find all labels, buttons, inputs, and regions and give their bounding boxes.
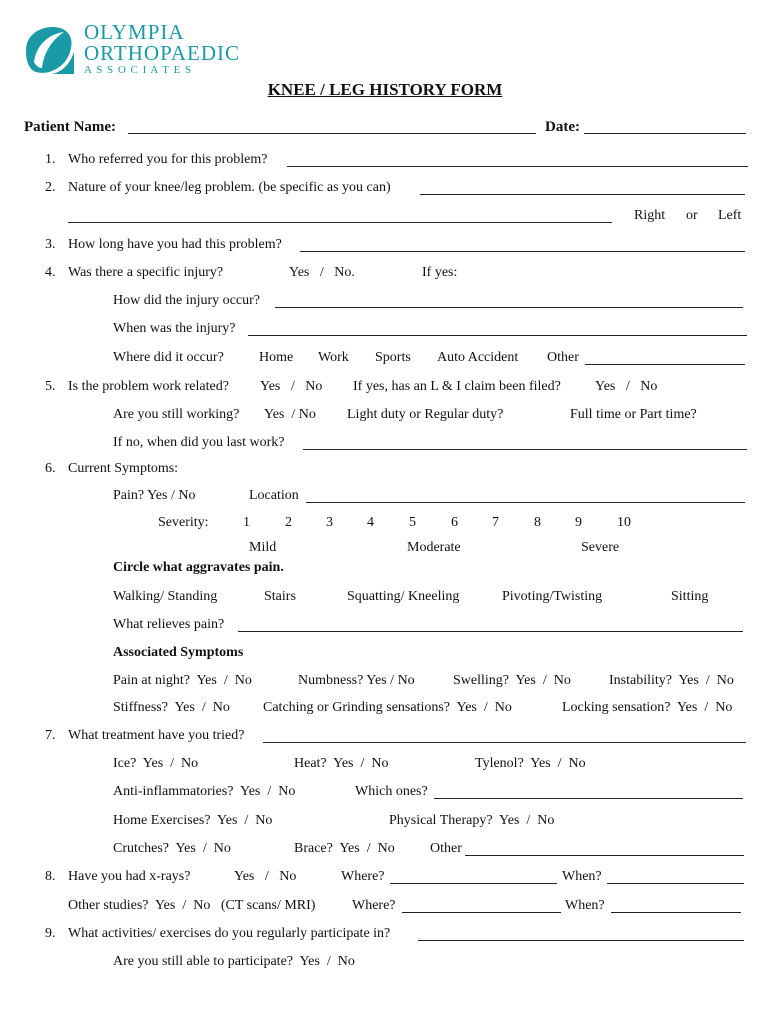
relieves-label: What relieves pain? <box>113 617 225 632</box>
severity-1[interactable]: 1 <box>243 515 250 530</box>
q9-text: What activities/ exercises do you regularly participate in? <box>68 926 391 941</box>
q6-text: Current Symptoms: <box>68 461 179 476</box>
associated-symptoms-heading: Associated Symptoms <box>113 645 244 660</box>
severity-mild: Mild <box>249 540 277 555</box>
logo-mark-icon <box>22 22 76 78</box>
q9-number: 9. <box>45 926 56 941</box>
severity-7[interactable]: 7 <box>492 515 499 530</box>
q4-how-field[interactable] <box>275 307 743 308</box>
treatment-anti-inflammatories[interactable]: Anti-inflammatories? Yes / No <box>113 784 296 799</box>
q7-number: 7. <box>45 728 56 743</box>
other-studies-where-label: Where? <box>352 898 396 913</box>
q4-yes-no[interactable]: Yes / No. <box>289 265 355 280</box>
form-title: KNEE / LEG HISTORY FORM <box>267 80 503 99</box>
still-participate[interactable]: Are you still able to participate? Yes / No <box>113 954 355 969</box>
q2-or: or <box>686 208 698 223</box>
q4-option-other[interactable]: Other <box>547 350 579 365</box>
treatment-ice[interactable]: Ice? Yes / No <box>113 756 199 771</box>
q2-right-option[interactable]: Right <box>634 208 666 223</box>
q9-field[interactable] <box>418 940 744 941</box>
q4-where-label: Where did it occur? <box>113 350 224 365</box>
q5-working-yes-no[interactable]: Yes / No <box>264 407 316 422</box>
q4-option-auto[interactable]: Auto Accident <box>437 350 519 365</box>
q8-text: Have you had x-rays? <box>68 869 191 884</box>
date-field[interactable] <box>584 133 746 134</box>
stiffness[interactable]: Stiffness? Yes / No <box>113 700 230 715</box>
patient-name-label: Patient Name: <box>24 119 117 135</box>
q4-when-field[interactable] <box>248 335 747 336</box>
aggravate-squatting[interactable]: Squatting/ Kneeling <box>347 589 460 604</box>
q6-severity-label: Severity: <box>158 515 209 530</box>
q5-duty-option[interactable]: Light duty or Regular duty? <box>347 407 504 422</box>
severity-4[interactable]: 4 <box>367 515 374 530</box>
q2-number: 2. <box>45 180 56 195</box>
severity-8[interactable]: 8 <box>534 515 541 530</box>
q5-number: 5. <box>45 379 56 394</box>
aggravate-sitting[interactable]: Sitting <box>671 589 709 604</box>
q4-other-field[interactable] <box>585 364 745 365</box>
q5-text: Is the problem work related? <box>68 379 229 394</box>
q5-claim-yes-no[interactable]: Yes / No <box>595 379 658 394</box>
which-ones-field[interactable] <box>434 798 743 799</box>
q3-text: How long have you had this problem? <box>68 237 282 252</box>
q8-when-field[interactable] <box>607 883 744 884</box>
numbness[interactable]: Numbness? Yes / No <box>298 673 415 688</box>
q3-number: 3. <box>45 237 56 252</box>
q4-how-label: How did the injury occur? <box>113 293 260 308</box>
q3-field[interactable] <box>300 251 745 252</box>
logo-line-associates: A S S O C I A T E S <box>84 64 193 76</box>
q1-text: Who referred you for this problem? <box>68 152 268 167</box>
q4-number: 4. <box>45 265 56 280</box>
q5-time-option[interactable]: Full time or Part time? <box>570 407 697 422</box>
q5-yes-no[interactable]: Yes / No <box>260 379 323 394</box>
locking-sensation[interactable]: Locking sensation? Yes / No <box>562 700 733 715</box>
severity-2[interactable]: 2 <box>285 515 292 530</box>
q4-when-label: When was the injury? <box>113 321 236 336</box>
q4-option-home[interactable]: Home <box>259 350 294 365</box>
q7-field[interactable] <box>263 742 746 743</box>
treatment-brace[interactable]: Brace? Yes / No <box>294 841 395 856</box>
q8-where-label: Where? <box>341 869 385 884</box>
treatment-heat[interactable]: Heat? Yes / No <box>294 756 389 771</box>
q5-working-text: Are you still working? <box>113 407 240 422</box>
patient-name-field[interactable] <box>128 133 536 134</box>
q5-last-work-field[interactable] <box>303 449 747 450</box>
q2-field-2[interactable] <box>68 222 612 223</box>
other-studies[interactable]: Other studies? Yes / No (CT scans/ MRI) <box>68 898 316 913</box>
severity-6[interactable]: 6 <box>451 515 458 530</box>
aggravate-pivoting[interactable]: Pivoting/Twisting <box>502 589 603 604</box>
q7-text: What treatment have you tried? <box>68 728 245 743</box>
q2-left-option[interactable]: Left <box>718 208 742 223</box>
severity-3[interactable]: 3 <box>326 515 333 530</box>
q4-option-sports[interactable]: Sports <box>375 350 411 365</box>
relieves-field[interactable] <box>238 631 743 632</box>
q6-location-label: Location <box>249 488 299 503</box>
treatment-other-field[interactable] <box>465 855 744 856</box>
q4-if-yes: If yes: <box>422 265 458 280</box>
q1-number: 1. <box>45 152 56 167</box>
logo-line-olympia: OLYMPIA <box>84 20 185 44</box>
q2-text: Nature of your knee/leg problem. (be specific as you can) <box>68 180 391 195</box>
q6-pain-yes-no[interactable]: Pain? Yes / No <box>113 488 196 503</box>
severity-5[interactable]: 5 <box>409 515 416 530</box>
severity-severe: Severe <box>581 540 620 555</box>
other-studies-where-field[interactable] <box>402 912 561 913</box>
q8-where-field[interactable] <box>390 883 557 884</box>
treatment-physical-therapy[interactable]: Physical Therapy? Yes / No <box>389 813 555 828</box>
q8-number: 8. <box>45 869 56 884</box>
q5-claim-text: If yes, has an L & I claim been filed? <box>353 379 561 394</box>
other-studies-when-label: When? <box>565 898 605 913</box>
treatment-home-exercises[interactable]: Home Exercises? Yes / No <box>113 813 273 828</box>
logo-line-orthopaedic: ORTHOPAEDIC <box>84 41 240 65</box>
q5-last-work-label: If no, when did you last work? <box>113 435 285 450</box>
catching-grinding[interactable]: Catching or Grinding sensations? Yes / No <box>263 700 512 715</box>
treatment-tylenol[interactable]: Tylenol? Yes / No <box>475 756 586 771</box>
aggravate-stairs[interactable]: Stairs <box>264 589 296 604</box>
pain-at-night[interactable]: Pain at night? Yes / No <box>113 673 252 688</box>
swelling[interactable]: Swelling? Yes / No <box>453 673 571 688</box>
treatment-crutches[interactable]: Crutches? Yes / No <box>113 841 231 856</box>
q1-field[interactable] <box>287 166 748 167</box>
severity-moderate: Moderate <box>407 540 461 555</box>
severity-9[interactable]: 9 <box>575 515 582 530</box>
q4-option-work[interactable]: Work <box>318 350 349 365</box>
q4-text: Was there a specific injury? <box>68 265 224 280</box>
instability[interactable]: Instability? Yes / No <box>609 673 734 688</box>
aggravates-heading: Circle what aggravates pain. <box>113 560 284 575</box>
q2-field-1[interactable] <box>420 194 745 195</box>
q6-location-field[interactable] <box>306 502 745 503</box>
q8-yes-no[interactable]: Yes / No <box>234 869 297 884</box>
other-studies-when-field[interactable] <box>611 912 741 913</box>
date-label: Date: <box>545 119 580 135</box>
treatment-other-label: Other <box>430 841 462 856</box>
severity-10[interactable]: 10 <box>617 515 631 530</box>
which-ones-label: Which ones? <box>355 784 428 799</box>
q6-number: 6. <box>45 461 56 476</box>
q8-when-label: When? <box>562 869 602 884</box>
aggravate-walking[interactable]: Walking/ Standing <box>113 589 218 604</box>
